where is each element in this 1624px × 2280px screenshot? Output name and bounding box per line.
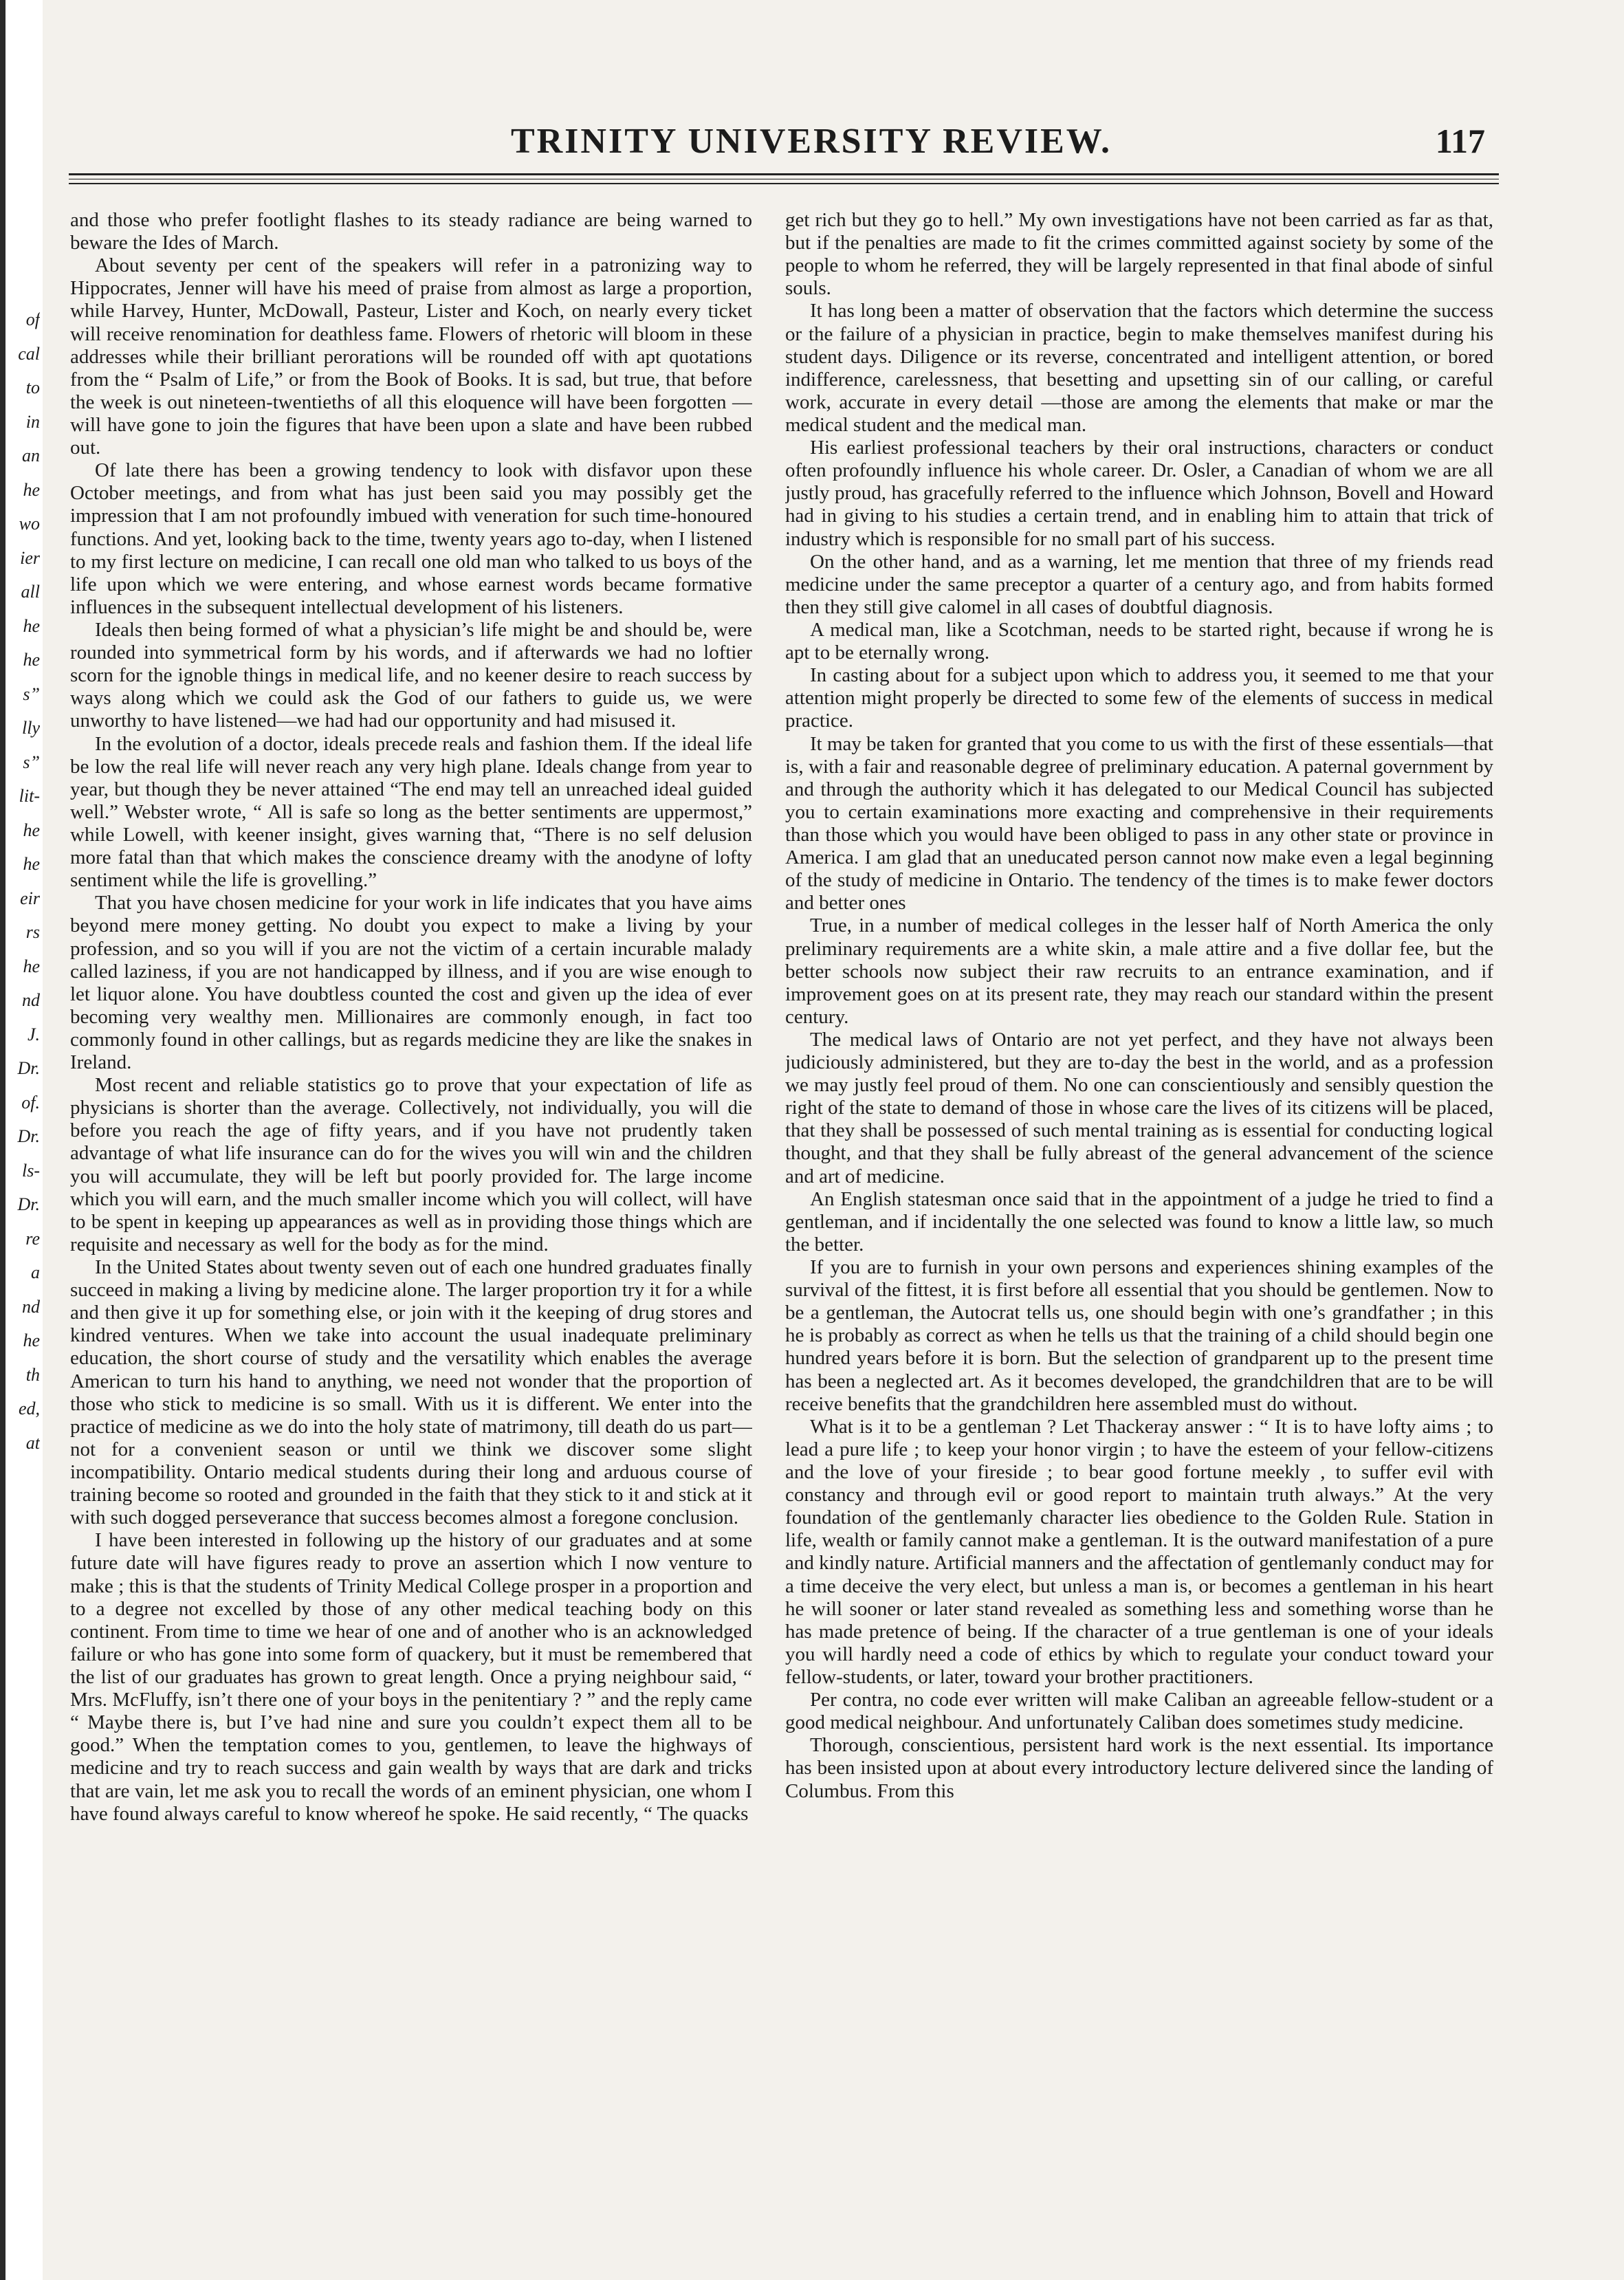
gutter-fragment: cal [18,343,40,364]
paragraph: Of late there has been a growing tendency to look with disfavor upon these October meetings, and from what has just been said you may possibly get the impression that I am not profoundly imbued with veneration for such time-honoured functions. And yet, looking back to the time, twenty years ago to-day, when I listened to my first lecture on medicine, I can recall one old man who talked to us boys of the life upon which we were entering, and whose earnest words became formative influences in the subsequent intellectual development of his listeners. [70,459,752,618]
gutter-fragment: to [25,377,40,397]
gutter-fragment: wo [19,514,40,534]
gutter-fragment: Dr. [17,1126,40,1146]
paragraph: The medical laws of Ontario are not yet perfect, and they have not always been judiciously administered, but they are to-day the best in the world, and as a profession we may justly feel proud of them. No one can conscientiously and sensibly question the right of the state to demand of those in whose care the lives of its citizens will be placed, that they shall be possessed of such mental training as is essential for conducting logical thought, and that they shall be fully abreast of the general advancement of the science and art of medicine. [785,1028,1493,1187]
paragraph: get rich but they go to hell.” My own investigations have not been carried as far as that, but if the penalties are made to fit the crimes committed against society by some of the people to whom he referred, they will be largely represented in that final abode of sinful souls. [785,209,1493,300]
gutter-fragment: rs [25,922,40,942]
paragraph: In the United States about twenty seven out of each one hundred graduates finally succeed in making a living by medicine alone. The larger proportion try it for a while and then give it up for something else, or join with it the keeping of drug stores and kindred ventures. When we take into account the usual inadequate preliminary education, the short course of study and the versatility which enables the average American to turn his hand to anything, we need not wonder that the proportion of those who stick to medicine is so small. With us it is different. We enter into the practice of medicine as we do into the holy state of matrimony, till death do us part—not for a convenient season or until we think we discover some slight incompatibility. Ontario medical students during their long and arduous course of training become so rooted and grounded in the faith that they stick to it and stick at it with such dogged perseverance that success becomes almost a foregone conclusion. [70,1256,752,1529]
previous-page-gutter [0,0,43,2280]
gutter-fragment: at [25,1432,40,1453]
paragraph: It has long been a matter of observation that the factors which determine the success or the failure of a physician in practice, begin to make themselves manifest during his student days. Diligence or its reverse, concentrated and intelligent attention, or bored indifference, carelessness, that besetting and upsetting sin of our calling, or careful work, accurate in every detail —those are among the elements that make or mar the medical student and the medical man. [785,300,1493,436]
gutter-fragment: s” [23,752,40,772]
gutter-fragment: ls- [22,1160,40,1181]
paragraph: His earliest professional teachers by their oral instructions, characters or conduct often profoundly influence his whole career. Dr. Osler, a Canadian of whom we are all justly proud, has gracefully referred to the influence which Johnson, Bovell and Howard had in giving to his studies a certain trend, and in enabling him to attain that trick of industry which is responsible for no small part of his success. [785,437,1493,550]
paragraph: An English statesman once said that in the appointment of a judge he tried to find a gentleman, and if incidentally the one selected was found to know a little law, so much the better. [785,1187,1493,1256]
left-column [70,209,752,2230]
gutter-text-fragments [8,303,40,1460]
paragraph: About seventy per cent of the speakers will refer in a patronizing way to Hippocrates, Jenner will have his meed of praise from almost as large a proportion, while Harvey, Hunter, McDowall, Pasteur, Lister and Koch, on nearly every ticket will receive renomination for deathless fame. Flowers of rhetoric will bloom in these addresses while their brilliant perorations will be rounded off with apt quotations from the “ Psalm of Life,” or from the Book of Books. It is sad, but true, that before the week is out nineteen-twentieths of all this eloquence will have been forgotten —will have gone to join the figures that have been upon a slate and have been rubbed out. [70,254,752,459]
paragraph: and those who prefer footlight flashes to its steady radiance are being warned to beware the Ides of March. [70,209,752,254]
gutter-fragment: Dr. [17,1194,40,1214]
gutter-fragment: s” [23,683,40,704]
right-column [785,209,1493,2230]
page-number: 117 [1435,122,1485,160]
paragraph: I have been interested in following up the history of our graduates and at some future date will have figures ready to prove an assertion which I now venture to make ; this is that the students of Trinity Medical College prosper in a proportion and to a degree not excelled by those of any other medical teaching body on this continent. From time to time we hear of one and of another who is an acknowledged failure or who has gone into some form of quackery, but it must be remembered that the list of our graduates has grown to great length. Once a prying neighbour said, “ Mrs. McFluffy, isn’t there one of your boys in the penitentiary ? ” and the reply came “ Maybe there is, but I’ve had nine and sure you couldn’t expect them all to be good.” When the temptation comes to you, gentlemen, to leave the highways of medicine and try to reach success and gain wealth by ways that are dark and tricks that are vain, let me ask you to recall the words of an eminent physician, one whom I have found always careful to know whereof he spoke. He said recently, “ The quacks [70,1529,752,1825]
gutter-fragment: re [25,1228,40,1249]
paragraph: In the evolution of a doctor, ideals precede reals and fashion them. If the ideal life be low the real life will never reach any very high plane. Ideals change from year to year, but though they be never attained “The end may tell an unreached ideal guided well.” Webster wrote, “ All is safe so long as the better sentiments are uppermost,” while Lowell, with keener insight, gives warning that, “There is no self delusion more fatal than that which makes the conscience dreamy with the anodyne of lofty sentiment while the life is grovelling.” [70,732,752,892]
gutter-fragment: of [25,309,40,329]
paragraph: A medical man, like a Scotchman, needs to be started right, because if wrong he is apt to be eternally wrong. [785,618,1493,664]
gutter-fragment: he [23,479,40,500]
paragraph: Per contra, no code ever written will make Caliban an agreeable fellow-student or a good medical neighbour. And unfortunately Caliban does sometimes study medicine. [785,1689,1493,1734]
paragraph: Ideals then being formed of what a physician’s life might be and should be, were rounded into symmetrical form by his words, and if afterwards we had no loftier scorn for the ignoble things in medical life, and no keener desire to reach success by ways along which we could ask the God of our fathers to guide us, we were unworthy to have listened—we had had our opportunity and had misused it. [70,618,752,732]
gutter-fragment: he [23,1330,40,1350]
gutter-fragment: nd [22,990,40,1010]
paragraph: True, in a number of medical colleges in the lesser half of North America the only preliminary requirements are a white skin, a male attire and a five dollar fee, but the better schools now subject their raw recruits to an entrance examination, and if improvement goes on at its present rate, they may reach our standard within the present century. [785,914,1493,1028]
paragraph: What is it to be a gentleman ? Let Thackeray answer : “ It is to have lofty aims ; to lead a pure life ; to keep your honor virgin ; to have the esteem of your fellow-citizens and the love of your fireside ; to bear good fortune meekly , to suffer evil with constancy and through evil or good report to maintain truth always.” At the very foundation of the gentlemanly character lies obedience to the Golden Rule. Station in life, wealth or family cannot make a gentleman. It is the outward manifestation of a pure and kindly nature. Artificial manners and the affectation of gentlemanly conduct may for a time deceive the very elect, but unless a man is, or becomes a gentleman in his heart he will sooner or later stand revealed as something less and something worse than he has made pretence of being. If the character of a true gentleman is one of your ideals you will hardly need a code of ethics by which to regulate your conduct toward your fellow-students, or later, toward your brother practitioners. [785,1415,1493,1688]
gutter-fragment: an [22,446,40,465]
gutter-fragment: lit- [19,786,40,806]
gutter-fragment: he [23,956,40,976]
gutter-fragment: he [23,650,40,670]
gutter-fragment: ed, [18,1399,40,1418]
gutter-fragment: th [25,1364,40,1385]
gutter-fragment: all [21,582,40,602]
gutter-fragment: nd [22,1296,40,1317]
header-rule-lower [69,183,1499,184]
binding-edge [0,0,6,2280]
paragraph: Most recent and reliable statistics go to prove that your expectation of life as physicians is shorter than the average. Collectively, not individually, you will die before you reach the age of fifty years, and if you have not prudently taken advantage of what life insurance can do for the wives you will win and the children you will accumulate, they will be left but poorly provided for. The large income which you will earn, and the much smaller income which you will collect, will have to be spent in keeping up appearances as well as in providing those things which are requisite and necessary as well for the body as for the mind. [70,1074,752,1256]
gutter-fragment: a [31,1262,40,1282]
gutter-fragment: lly [22,718,40,738]
journal-title: TRINITY UNIVERSITY REVIEW. [510,122,1112,161]
paragraph: Thorough, conscientious, persistent hard work is the next essential. Its importance has been insisted upon at about every introductory lecture delivered since the landing of Columbus. From this [785,1734,1493,1802]
gutter-fragment: of. [21,1092,40,1112]
header-rule [69,173,1499,175]
paragraph: In casting about for a subject upon which to address you, it seemed to me that your attention might properly be directed to some few of the elements of success in medical practice. [785,664,1493,732]
page-header [69,121,1499,169]
paragraph: That you have chosen medicine for your work in life indicates that you have aims beyond mere money getting. No doubt you expect to make a living by your profession, and so you will if you are not the victim of a certain incurable malady called laziness, if you are not handicapped by illness, and if you are wise enough to let liquor alone. You have doubtless counted the cost and given up the idea of ever becoming very wealthy men. Millionaires are commonly enough, in fact too commonly found in other callings, but as regards medicine they are like the snakes in Ireland. [70,892,752,1074]
gutter-fragment: in [25,411,40,432]
gutter-fragment: J. [27,1024,40,1044]
paragraph: On the other hand, and as a warning, let me mention that three of my friends read medicine under the same preceptor a quarter of a century ago, and from habits formed then they still give calomel in all cases of doubtful diagnosis. [785,550,1493,618]
gutter-fragment: ier [20,547,40,568]
gutter-fragment: eir [20,888,40,908]
gutter-fragment: Dr. [17,1058,40,1078]
gutter-fragment: he [23,820,40,840]
paragraph: It may be taken for granted that you come to us with the first of these essentials—that is, with a fair and reasonable degree of preliminary education. A paternal government by and through the authority which it has delegated to our Medical Council has subjected you to certain examinations more exacting and comprehensive in their requirements than those which you would have been obliged to pass in any other state or province in America. I am glad that an uneducated person cannot now make even a legal beginning of the study of medicine in Ontario. The tendency of the times is to make fewer doctors and better ones [785,732,1493,914]
gutter-fragment: he [23,615,40,636]
gutter-fragment: he [23,854,40,874]
paragraph: If you are to furnish in your own persons and experiences shining examples of the survival of the fittest, it is first before all essential that you should be gentlemen. Now to be a gentleman, the Autocrat tells us, one should begin with one’s grandfather ; in this he is probably as correct as when he tells us that the training of a child should begin one hundred years before it is born. But the selection of grandparent up to the present time has been a neglected art. As it becomes developed, the grandchildren that are to be will receive benefits that the grandchildren here assembled must do without. [785,1256,1493,1415]
